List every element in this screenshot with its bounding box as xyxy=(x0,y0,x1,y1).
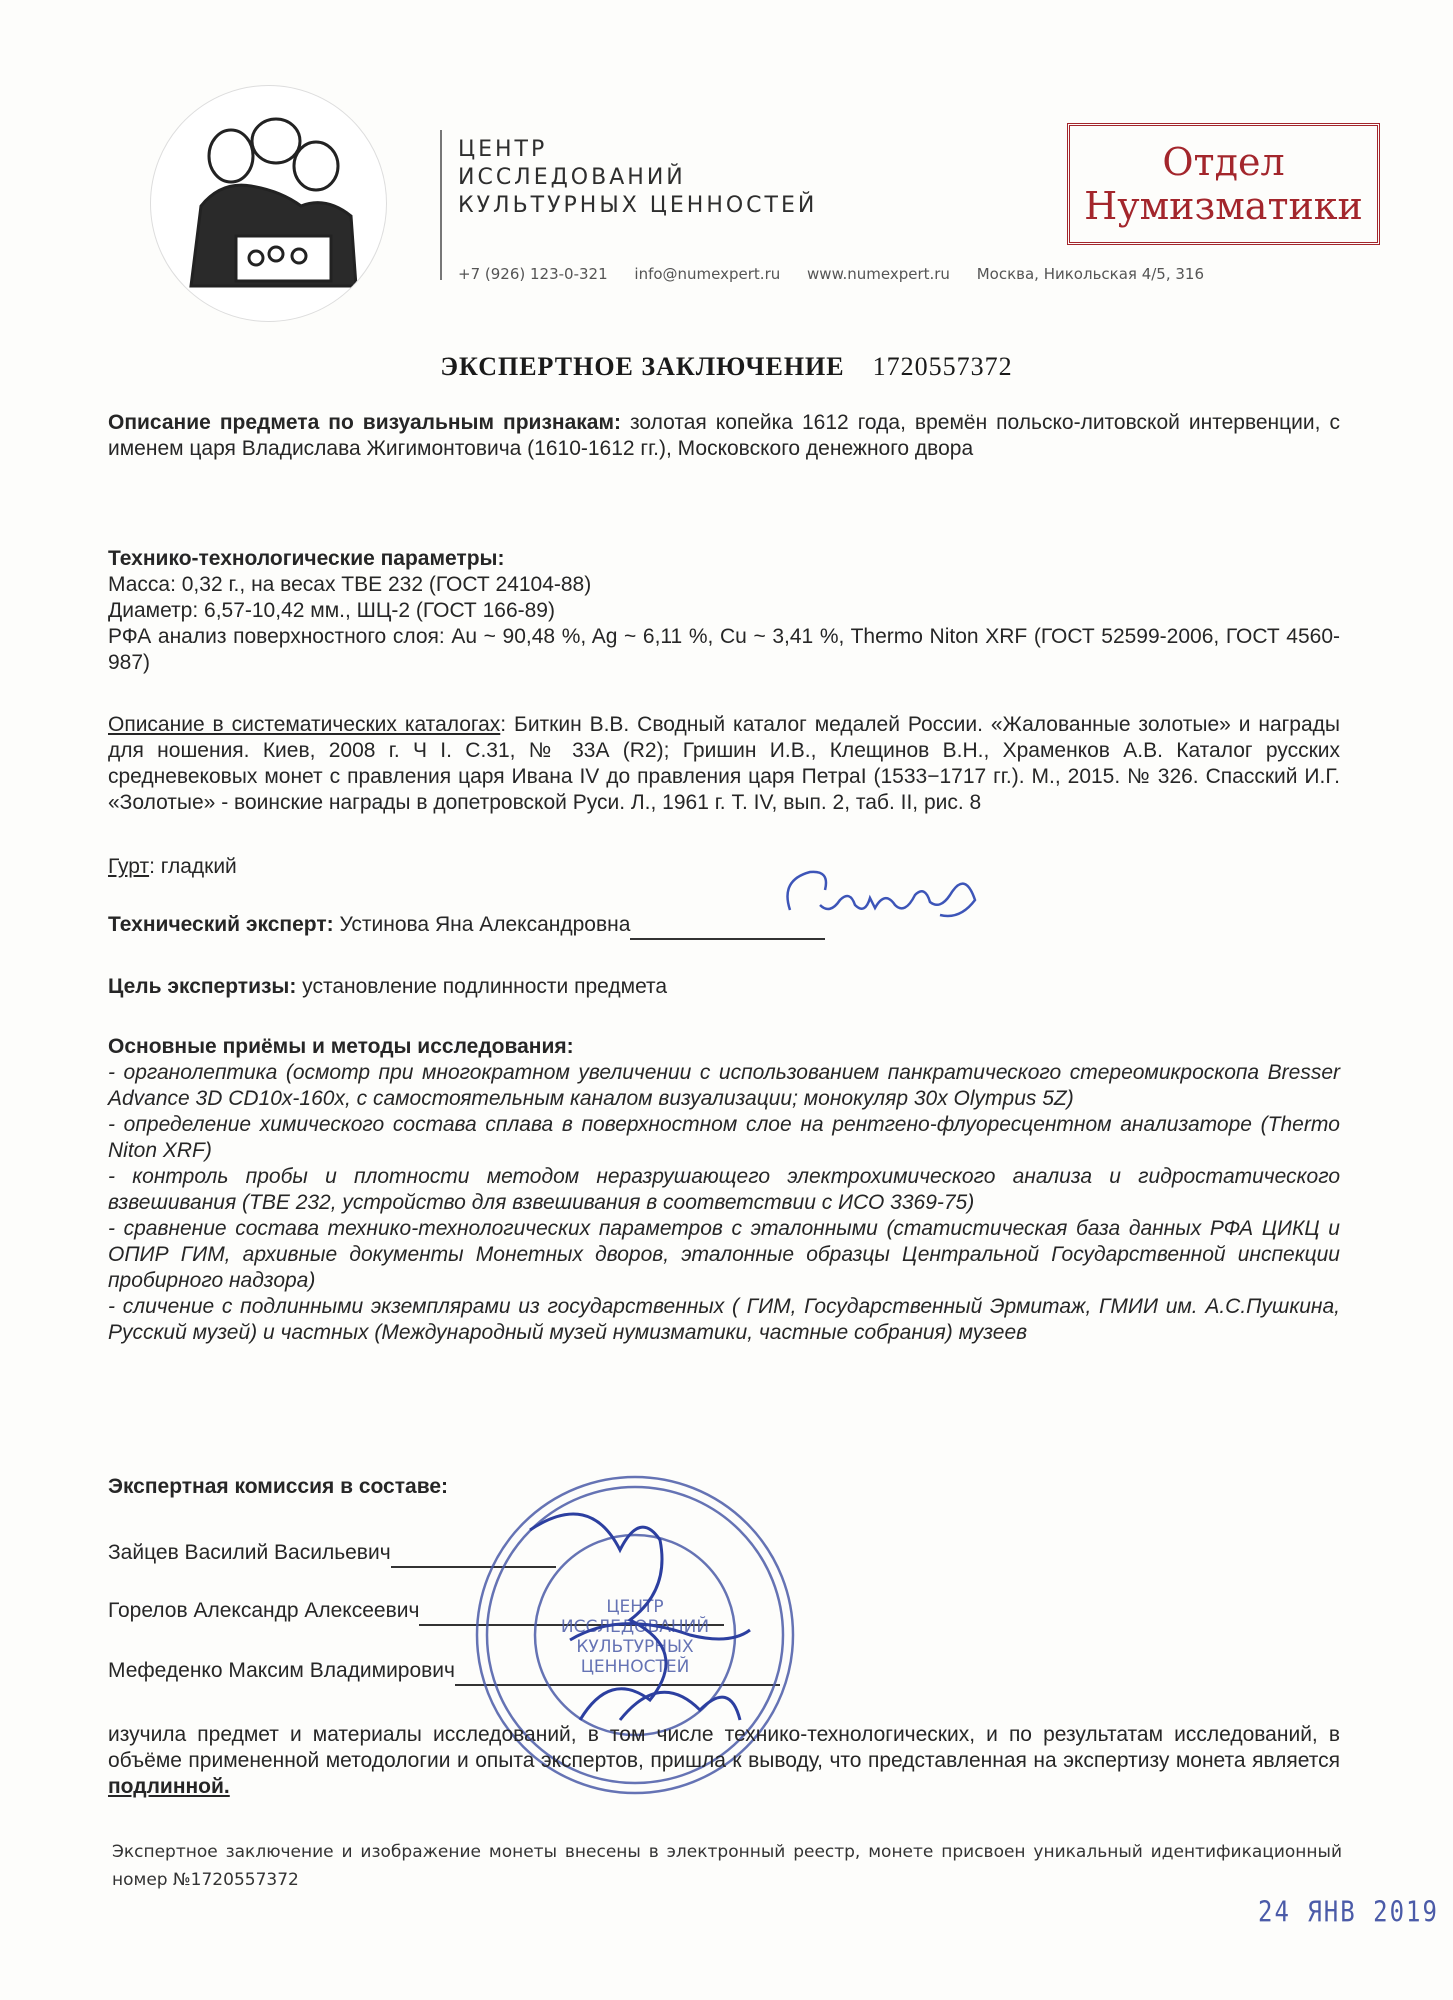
seal-line: ИССЛЕДОВАНИЙ xyxy=(560,1617,710,1637)
header-divider xyxy=(440,130,442,280)
conclusion-text: изучила предмет и материалы исследований, в том числе технико-технологических, и по результатам исследований, в объёме примененной методологии и опыта экспертов, пришла к выводу, что представленная на экспертизу монета является xyxy=(108,1723,1340,1772)
member-name: Горелов Александр Алексеевич xyxy=(108,1599,420,1622)
department-stamp xyxy=(1067,123,1380,245)
conclusion-number: 1720557372 xyxy=(872,352,1013,381)
edge-label: Гурт xyxy=(108,855,150,878)
catalog-references xyxy=(108,712,1340,816)
methods-label: Основные приёмы и методы исследования: xyxy=(108,1035,574,1058)
seal-line: ЦЕННОСТЕЙ xyxy=(580,1657,690,1677)
tech-line: РФА анализ поверхностного слоя: Au ~ 90,48 %, Ag ~ 6,11 %, Cu ~ 3,41 %, Thermo Niton XRF (ГОСТ 52599-2006, ГОСТ 4560-987) xyxy=(108,625,1340,674)
method-item: - сравнение состава технико-технологических параметров с эталонными (статистическая база данных РФА ЦИКЦ и ОПИР ГИМ, архивные документы Монетных дворов, эталонные образцы Центральной Государственной инспекции пробирного надзора) xyxy=(108,1217,1340,1292)
org-name-line: ИССЛЕДОВАНИЙ xyxy=(458,165,686,190)
email: info@numexpert.ru xyxy=(634,265,781,283)
seal-line: КУЛЬТУРНЫХ xyxy=(576,1637,694,1657)
description-label: Описание предмета по визуальным признакам: xyxy=(108,411,621,434)
tech-line: Масса: 0,32 г., на весах ТВЕ 232 (ГОСТ 24104-88) xyxy=(108,573,592,596)
title-text: ЭКСПЕРТНОЕ ЗАКЛЮЧЕНИЕ xyxy=(440,352,845,381)
description-text: золотая копейка 1612 года, времён польско-литовской интервенции, с именем царя Владислава Жигимонтовича (1610-1612 гг.), Московского денежного двора xyxy=(108,411,1340,460)
item-description xyxy=(108,410,1340,462)
catalogs-label: Описание в систематических каталогах xyxy=(108,713,501,736)
purpose xyxy=(108,974,1340,1000)
org-name-line: КУЛЬТУРНЫХ ЦЕННОСТЕЙ xyxy=(458,193,818,218)
tech-line: Диаметр: 6,57-10,42 мм., ШЦ-2 (ГОСТ 166-89) xyxy=(108,599,555,622)
tech-params xyxy=(108,546,1340,676)
expert-label: Технический эксперт: xyxy=(108,913,334,936)
edge-info xyxy=(108,854,1340,880)
website: www.numexpert.ru xyxy=(807,265,950,283)
commission-label: Экспертная комиссия в составе: xyxy=(108,1475,449,1498)
department-line: Отдел xyxy=(1162,140,1285,184)
edge-value: : гладкий xyxy=(149,855,237,878)
address: Москва, Никольская 4/5, 316 xyxy=(976,265,1205,283)
member-name: Мефеденко Максим Владимирович xyxy=(108,1659,455,1682)
department-line: Нумизматики xyxy=(1084,184,1363,228)
method-item: - определение химического состава сплава в поверхностном слое на рентгено-флуоресцентном анализаторе (Thermo Niton XRF) xyxy=(108,1113,1340,1162)
purpose-text: установление подлинности предмета xyxy=(296,975,668,998)
org-name xyxy=(458,136,817,220)
verdict: подлинной. xyxy=(108,1775,230,1798)
phone: +7 (926) 123-0-321 xyxy=(458,265,608,283)
method-item: - контроль пробы и плотности методом неразрушающего электрохимического анализа и гидростатического взвешивания (ТВЕ 232, устройство для взвешивания в соответствии с ИСО 3369-75) xyxy=(108,1165,1340,1214)
contact-line xyxy=(458,265,1226,283)
methods xyxy=(108,1034,1340,1346)
expert-signature-icon xyxy=(770,860,990,930)
conclusion xyxy=(108,1722,1340,1800)
org-name-line: ЦЕНТР xyxy=(458,137,548,162)
purpose-label: Цель экспертизы: xyxy=(108,975,297,998)
member-name: Зайцев Василий Васильевич xyxy=(108,1541,391,1564)
tech-label: Технико-технологические параметры: xyxy=(108,547,505,570)
document-title xyxy=(0,352,1453,382)
center-logo xyxy=(150,85,387,322)
logo-illustration-icon xyxy=(151,86,386,321)
method-item: - сличение с подлинными экземплярами из государственных ( ГИМ, Государственный Эрмитаж, ГМИИ им. А.С.Пушкина, Русский музей) и частных (Международный музей нумизматики, частные собрания) музеев xyxy=(108,1295,1340,1344)
technical-expert xyxy=(108,912,1340,940)
seal-line: ЦЕНТР xyxy=(606,1597,664,1617)
expert-name: Устинова Яна Александровна xyxy=(333,913,631,936)
registry-note: Экспертное заключение и изображение монеты внесены в электронный реестр, монете присвоен уникальный идентификационный номер №1720557372 xyxy=(112,1842,1342,1890)
date-stamp: 24 ЯНВ 2019 xyxy=(1258,1895,1439,1929)
catalogs-text: : Биткин В.В. Сводный каталог медалей России. «Жалованные золотые» и награды для ношения. Киев, 2008 г. Ч I. С.31, № 33А (R2); Гришин И.В., Клещинов В.Н., Храменков А.В. Каталог русских средневековых монет с правления царя Ивана IV до правления царя ПетраI (1533−1717 гг.). М., 2015. № 326. Спасский И.Г. «Золотые» - воинские награды в допетровской Руси. Л., 1961 г. Т. IV, вып. 2, таб. II, рис. 8 xyxy=(108,713,1341,814)
method-item: - органолептика (осмотр при многократном увеличении с использованием панкратического стереомикроскопа Bresser Advance 3D CD10x-160x, с самостоятельным каналом визуализации; монокуляр 30x Olympus 5Z) xyxy=(108,1061,1340,1110)
